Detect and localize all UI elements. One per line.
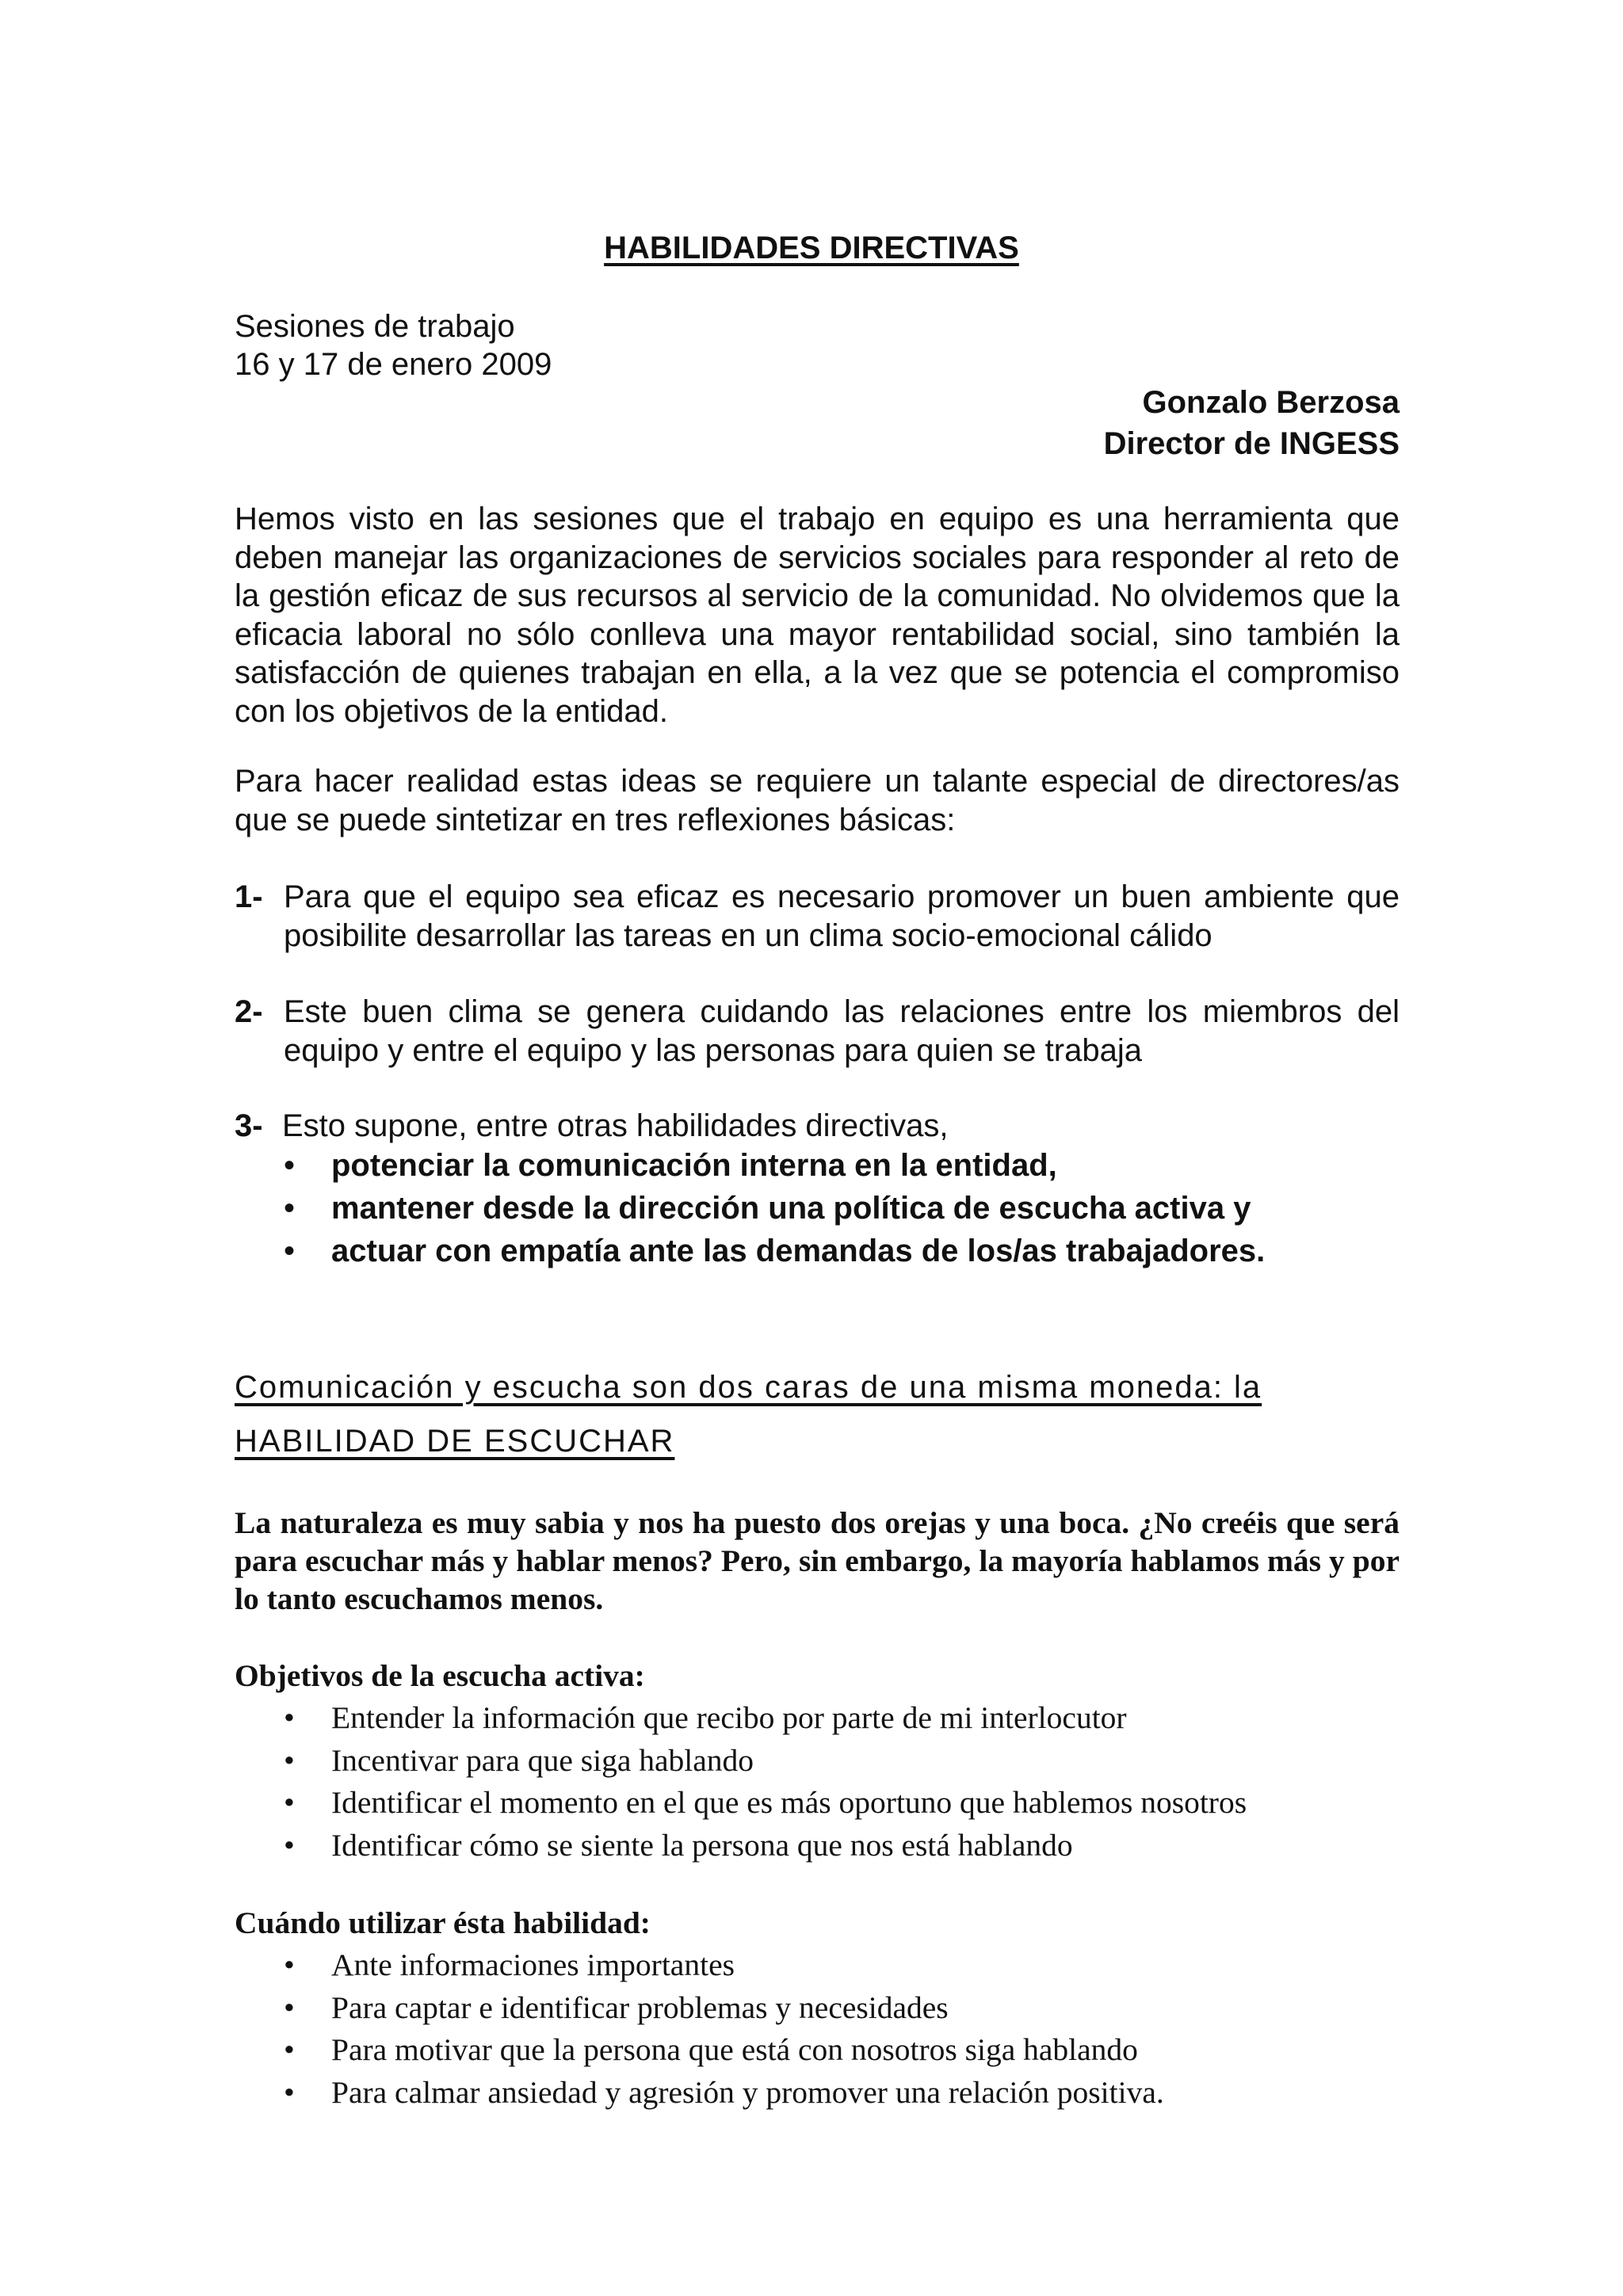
- quote-paragraph: La naturaleza es muy sabia y nos ha puesto dos orejas y una boca. ¿No creéis que será para escuchar más y hablar menos? Pero, sin embargo, la mayoría hablamos más y por lo tanto escuchamos menos.: [235, 1505, 1400, 1616]
- author-role: Director de INGESS: [1103, 426, 1400, 461]
- list-item: • mantener desde la dirección una política de escucha activa y: [282, 1187, 1265, 1230]
- item-number: 1-: [235, 879, 263, 914]
- numbered-item: [235, 878, 1400, 955]
- numbered-item: [235, 993, 1400, 1070]
- list-item: • Para motivar que la persona que está con nosotros siga hablando: [282, 2029, 1164, 2072]
- item-number: 3-: [235, 1108, 263, 1143]
- objectives-list: [282, 1697, 1247, 1867]
- author-name: Gonzalo Berzosa: [1142, 385, 1400, 420]
- item-number: 2-: [235, 994, 263, 1029]
- list-item: • potenciar la comunicación interna en la entidad,: [282, 1144, 1265, 1187]
- list-item: • Para captar e identificar problemas y necesidades: [282, 1987, 1164, 2030]
- list-item: • Identificar cómo se siente la persona que nos está hablando: [282, 1825, 1247, 1867]
- reflections-intro-paragraph: Para hacer realidad estas ideas se requiere un talante especial de directores/as que se puede sintetizar en tres reflexiones básicas:: [235, 764, 1400, 837]
- session-line: Sesiones de trabajo: [235, 309, 515, 344]
- section-heading-line: Comunicación y escucha son dos caras de una misma moneda: la: [235, 1370, 1262, 1405]
- item-text: Este buen clima se genera cuidando las relaciones entre los miembros del equipo y entre el equipo y las personas para quien se trabaja: [284, 994, 1400, 1068]
- directive-skills-list: [282, 1144, 1265, 1272]
- list-item: • actuar con empatía ante las demandas de los/as trabajadores.: [282, 1230, 1265, 1272]
- list-item: • Identificar el momento en el que es más oportuno que hablemos nosotros: [282, 1782, 1247, 1825]
- list-item: • Para calmar ansiedad y agresión y promover una relación positiva.: [282, 2072, 1164, 2115]
- session-date: 16 y 17 de enero 2009: [235, 347, 552, 382]
- section-heading-line: HABILIDAD DE ESCUCHAR: [235, 1424, 675, 1459]
- when-to-use-heading: Cuándo utilizar ésta habilidad:: [235, 1905, 651, 1940]
- when-to-use-list: [282, 1944, 1164, 2115]
- list-item: • Entender la información que recibo por parte de mi interlocutor: [282, 1697, 1247, 1740]
- item-text: Para que el equipo sea eficaz es necesario promover un buen ambiente que posibilite desarrollar las tareas en un clima socio-emocional cálido: [284, 879, 1400, 953]
- session-info: [235, 307, 552, 383]
- item-text: Esto supone, entre otras habilidades directivas,: [282, 1108, 949, 1143]
- intro-paragraph: Hemos visto en las sesiones que el trabajo en equipo es una herramienta que deben manejar las organizaciones de servicios sociales para responder al reto de la gestión eficaz de sus recursos al servicio de la comunidad. No olvidemos que la eficacia laboral no sólo conlleva una mayor rentabilidad social, sino también la satisfacción de quienes trabajan en ella, a la vez que se potencia el compromiso con los objetivos de la entidad.: [235, 502, 1400, 729]
- list-item: • Ante informaciones importantes: [282, 1944, 1164, 1987]
- numbered-item: [235, 1107, 1400, 1146]
- document-title: HABILIDADES DIRECTIVAS: [604, 231, 1019, 265]
- list-item: • Incentivar para que siga hablando: [282, 1740, 1247, 1783]
- author-block: [1104, 382, 1400, 464]
- objectives-heading: Objetivos de la escucha activa:: [235, 1658, 645, 1693]
- section-heading: [235, 1360, 1407, 1468]
